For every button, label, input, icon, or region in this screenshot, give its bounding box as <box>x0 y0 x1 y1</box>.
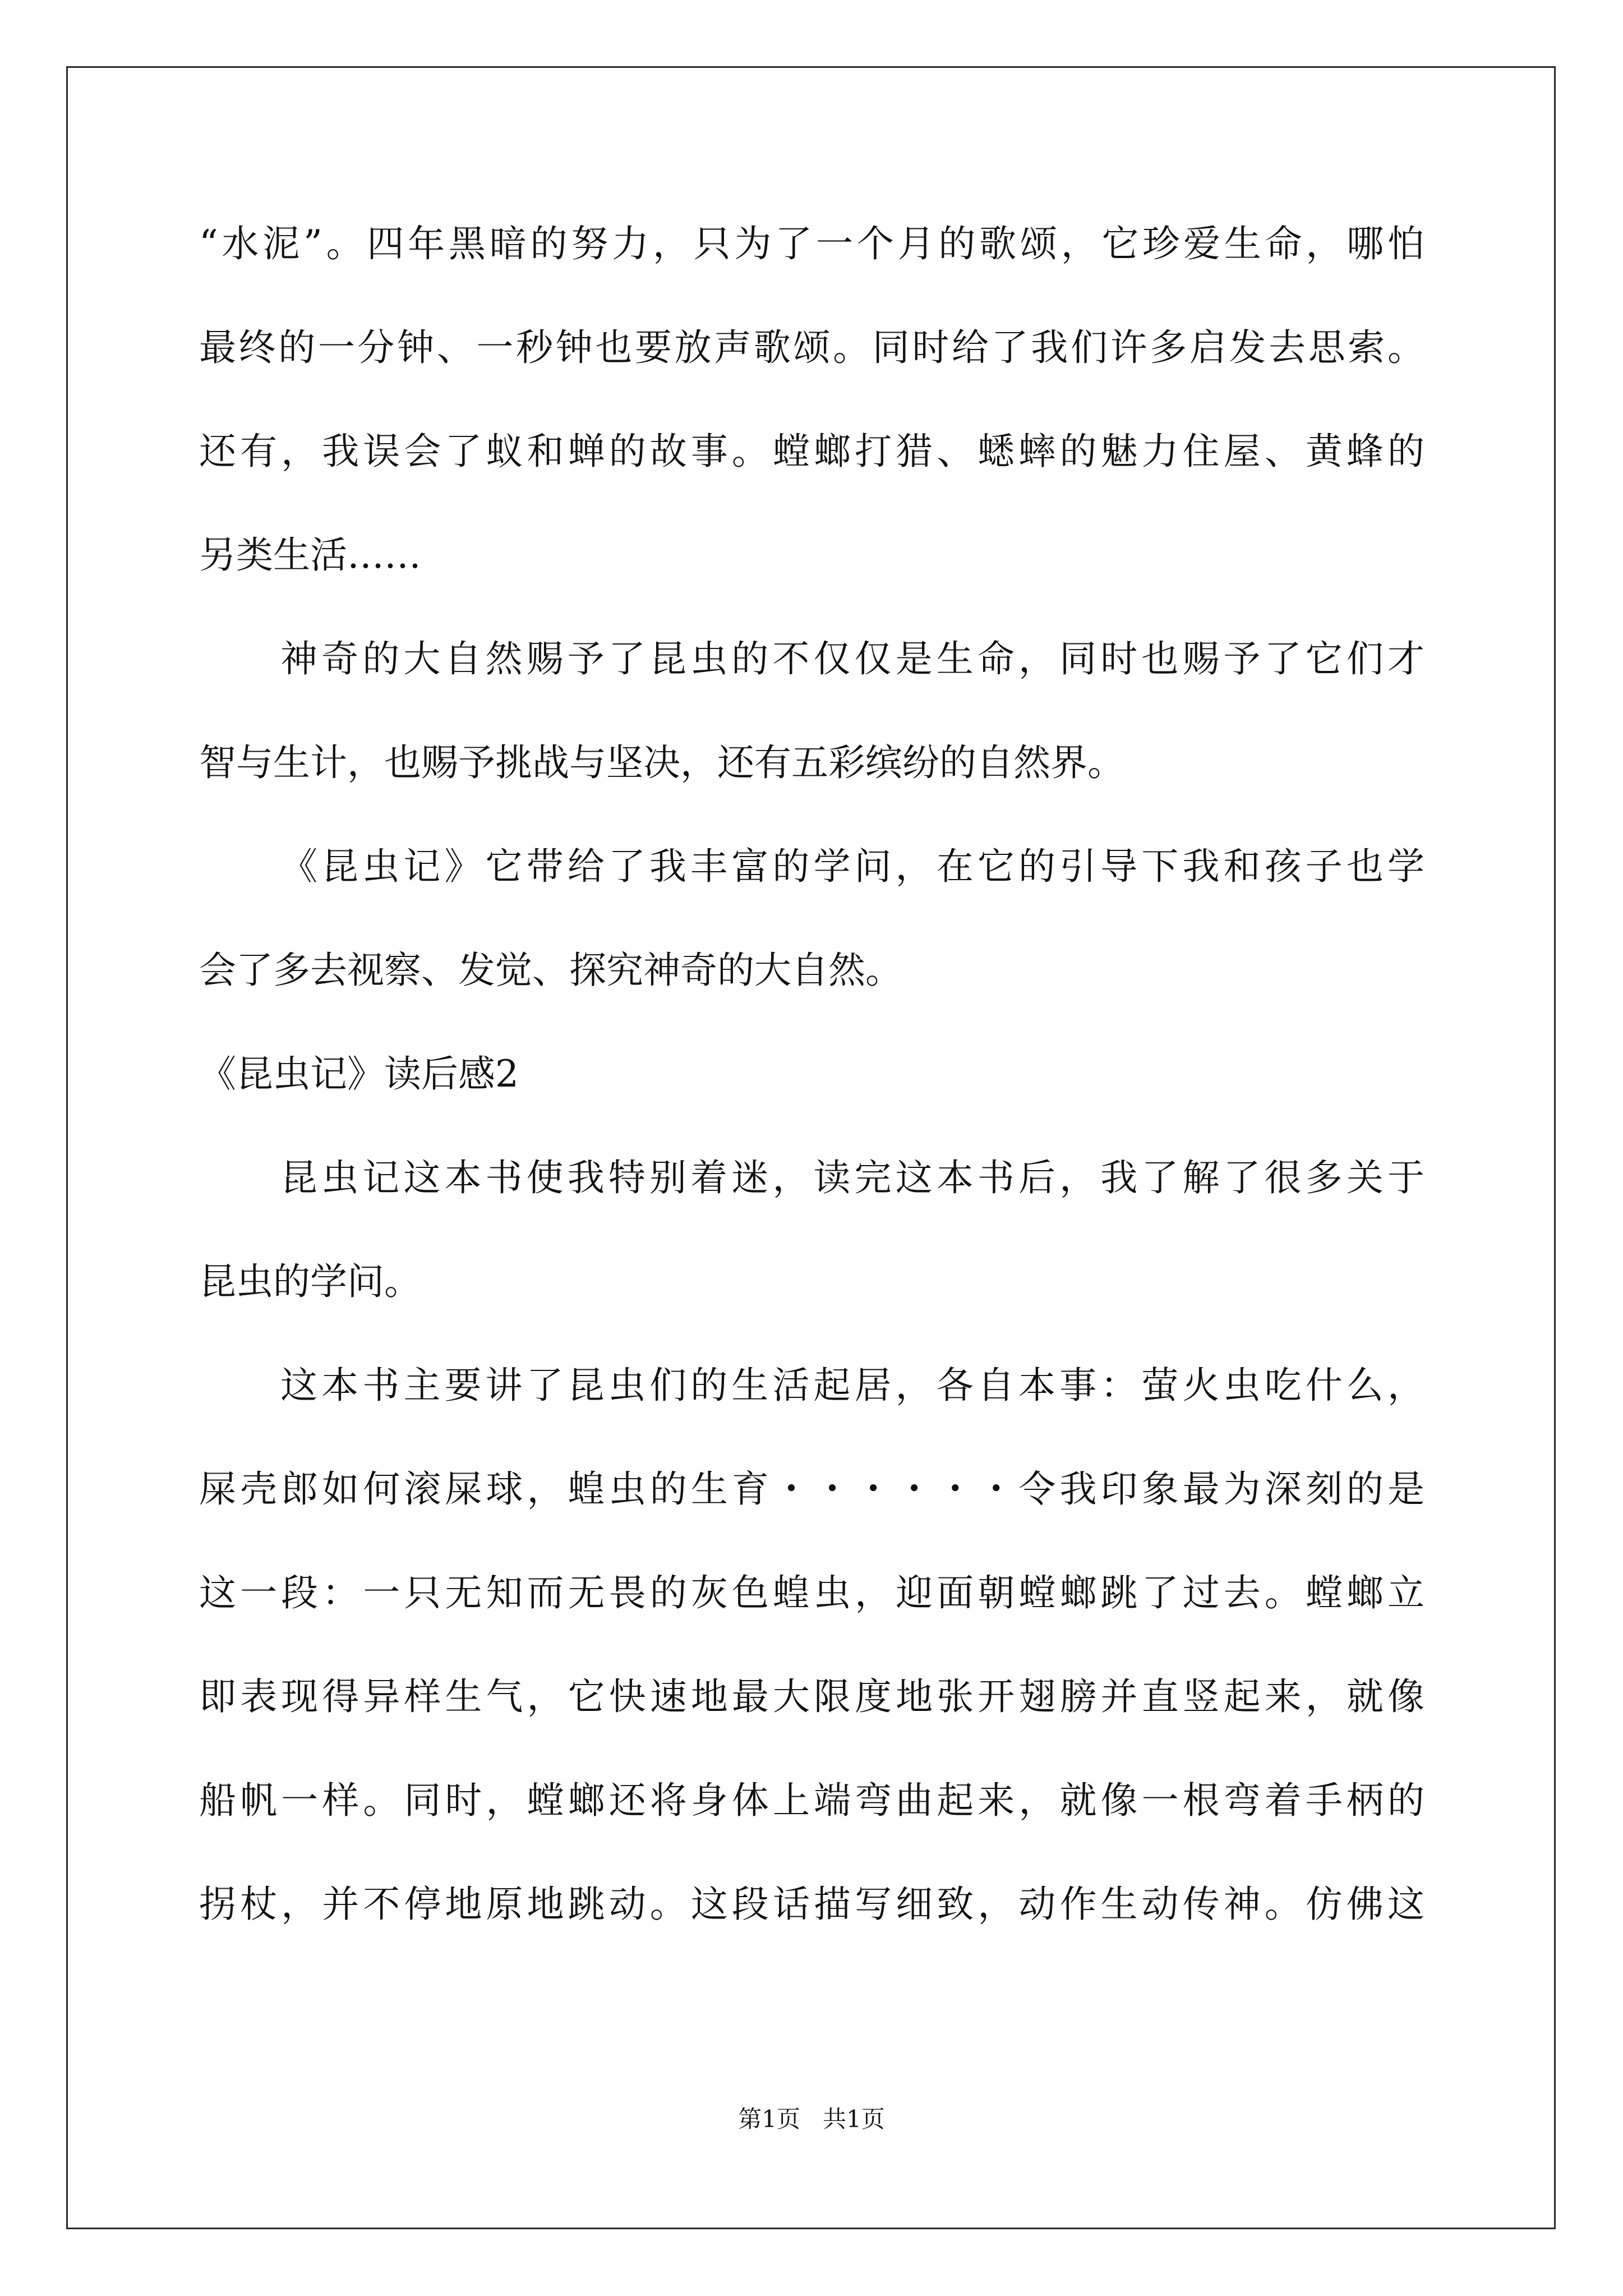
section-heading: 《昆虫记》读后感2 <box>199 1052 519 1096</box>
paragraph-first-line: 这本书主要讲了昆虫们的生活起居，各自本事：萤火虫吃什么， <box>280 1364 1424 1407</box>
text-line: 会了多去视察、发觉、探究神奇的大自然。 <box>199 949 902 992</box>
text-line: 拐杖，并不停地原地跳动。这段话描写细致，动作生动传神。仿佛这 <box>199 1883 1424 1926</box>
paragraph-first-line: 神奇的大自然赐予了昆虫的不仅仅是生命，同时也赐予了它们才 <box>280 637 1424 680</box>
text-line: 另类生活…… <box>199 533 421 577</box>
text-line: 屎壳郎如何滚屎球，蝗虫的生育・・・・・・令我印象最为深刻的是 <box>199 1467 1424 1511</box>
paragraph-first-line: 昆虫记这本书使我特别着迷，读完这本书后，我了解了很多关于 <box>280 1156 1424 1199</box>
text-line: 智与生计，也赐予挑战与坚决，还有五彩缤纷的自然界。 <box>199 741 1124 784</box>
text-line: 昆虫的学问。 <box>199 1260 421 1303</box>
page-footer: 第1页 共1页 <box>738 2105 885 2133</box>
text-line: 船帆一样。同时，螳螂还将身体上端弯曲起来，就像一根弯着手柄的 <box>199 1779 1424 1822</box>
text-line: “水泥”。四年黑暗的努力，只为了一个月的歌颂，它珍爱生命，哪怕 <box>199 222 1424 265</box>
text-line: 还有，我误会了蚁和蝉的故事。螳螂打猎、蟋蟀的魅力住屋、黄蜂的 <box>199 430 1424 473</box>
text-line: 这一段：一只无知而无畏的灰色蝗虫，迎面朝螳螂跳了过去。螳螂立 <box>199 1571 1424 1614</box>
paragraph-first-line: 《昆虫记》它带给了我丰富的学问，在它的引导下我和孩子也学 <box>280 845 1424 888</box>
text-line: 即表现得异样生气，它快速地最大限度地张开翅膀并直竖起来，就像 <box>199 1675 1424 1718</box>
text-line: 最终的一分钟、一秒钟也要放声歌颂。同时给了我们许多启发去思索。 <box>199 326 1424 369</box>
